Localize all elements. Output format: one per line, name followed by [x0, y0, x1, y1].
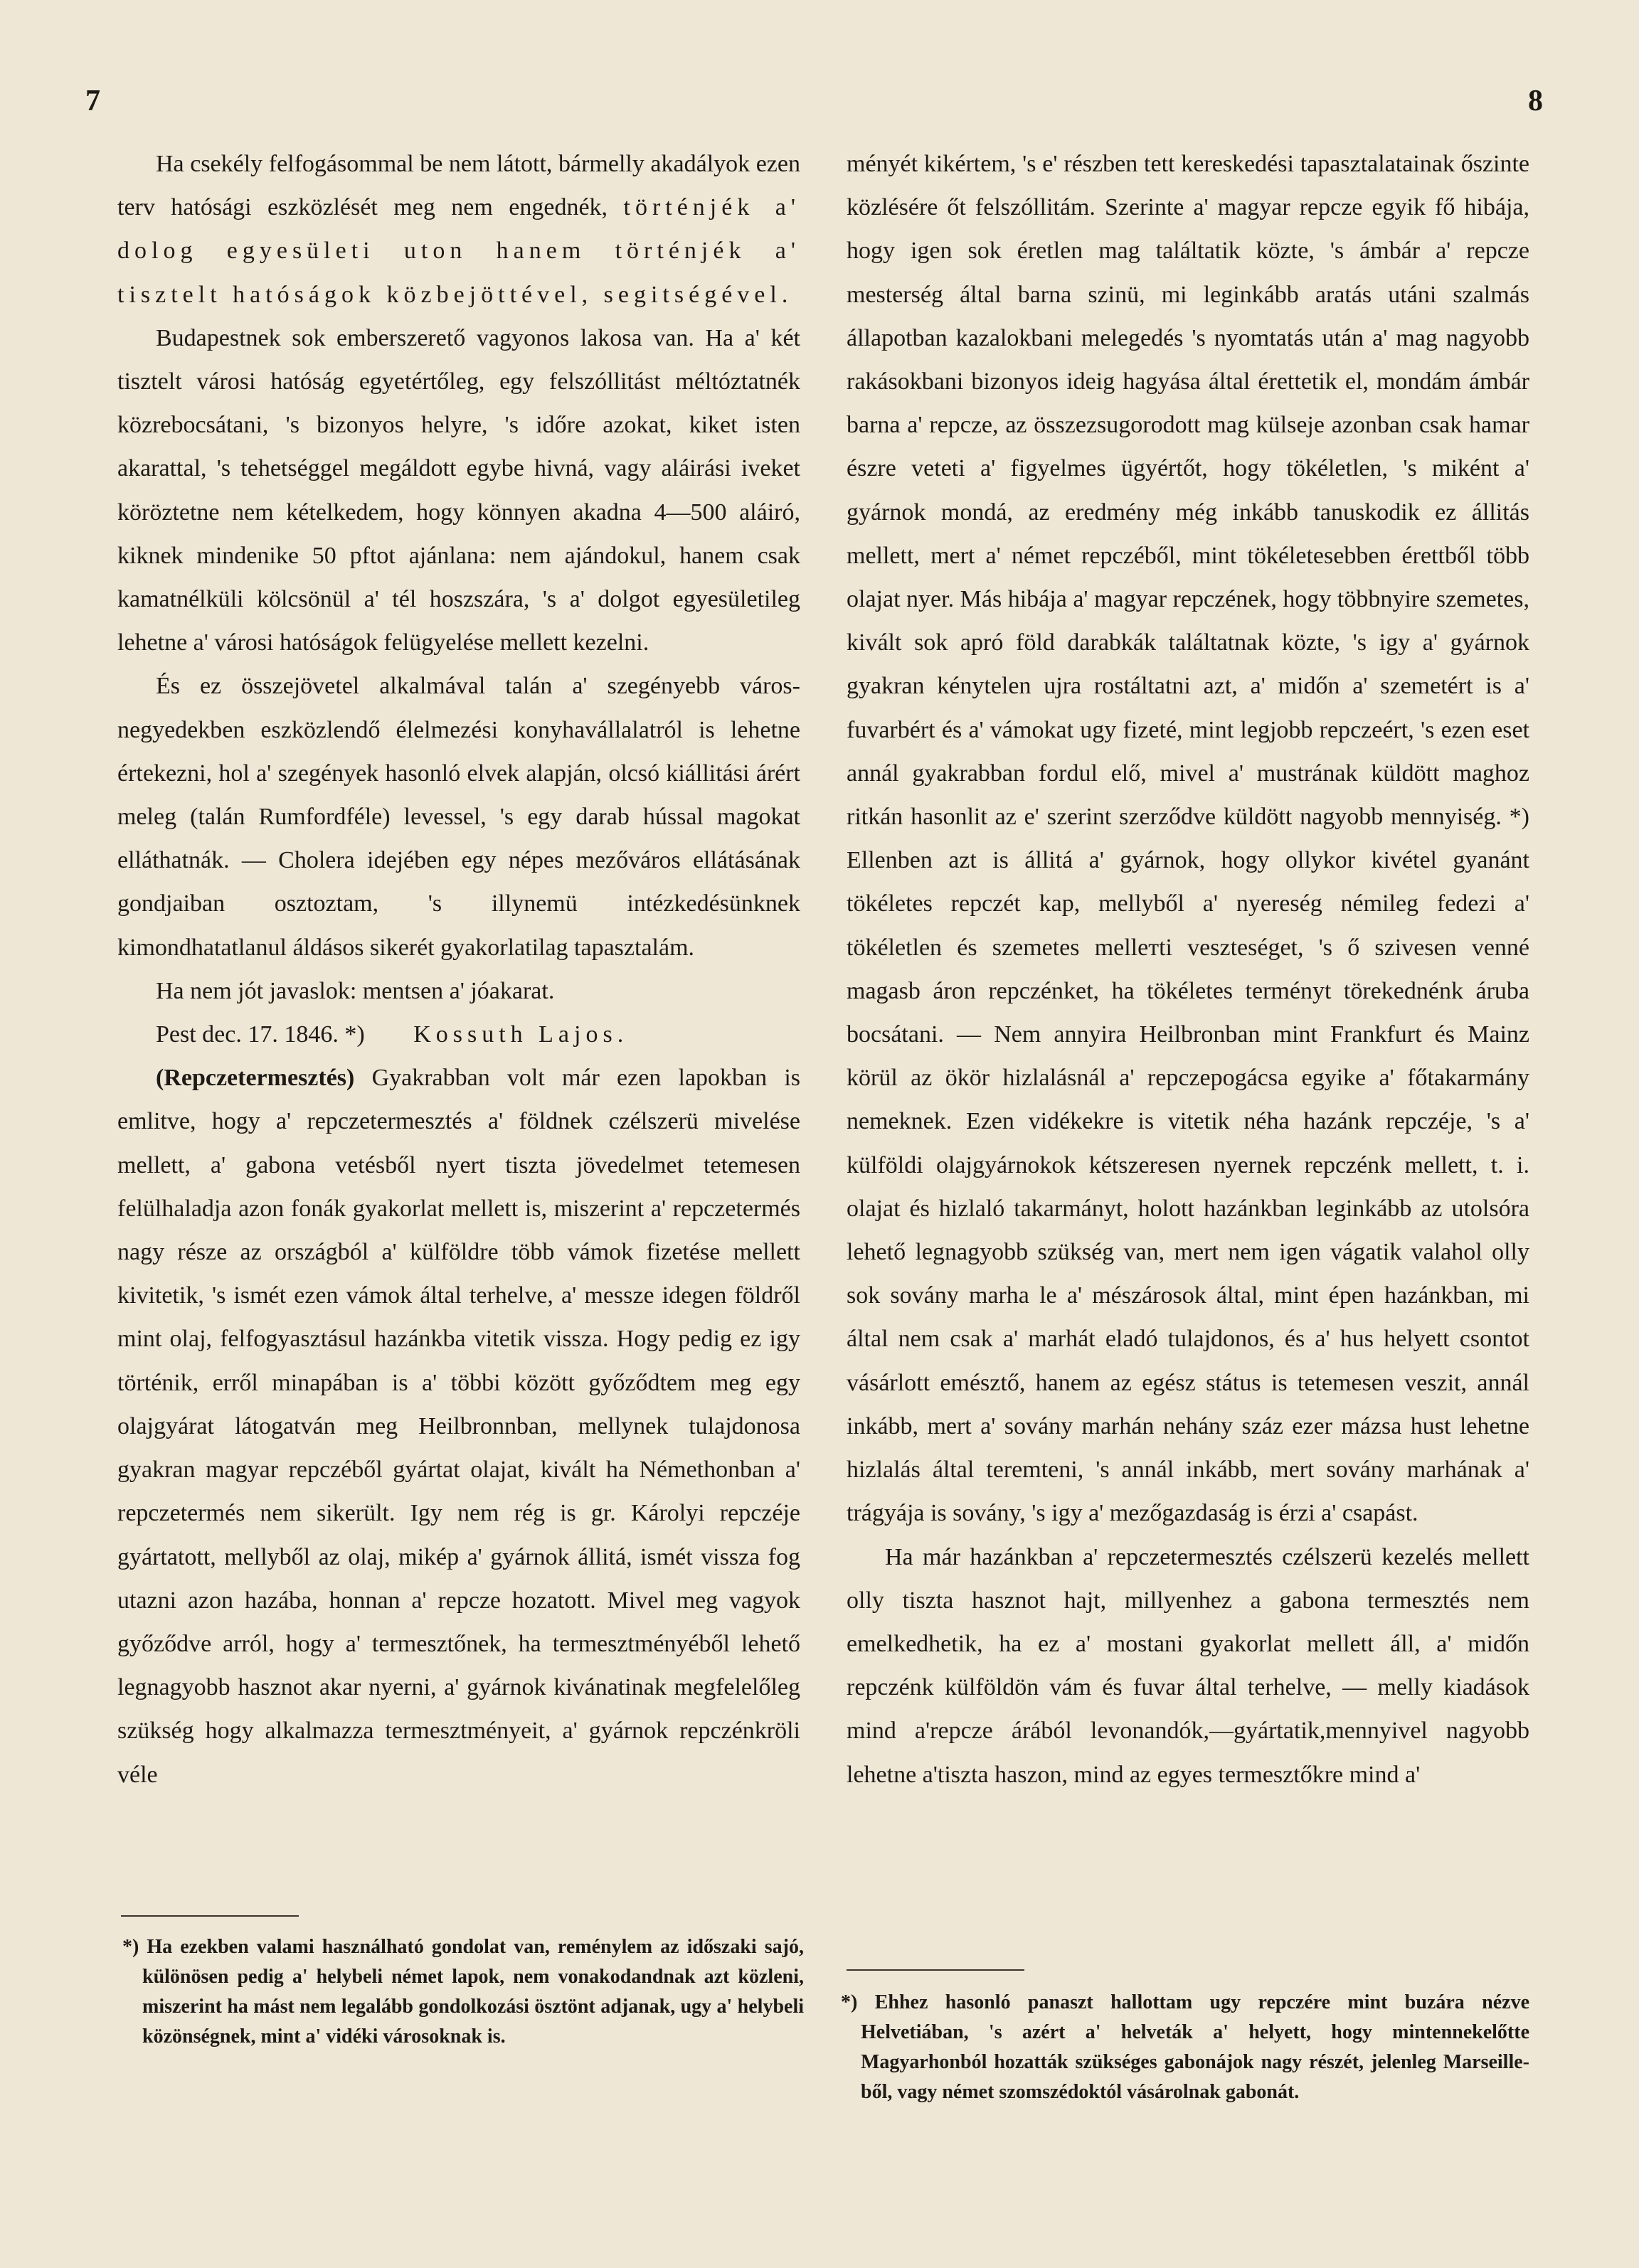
footnote-left — [122, 1932, 805, 2052]
paragraph — [117, 1056, 800, 1796]
footnote-right — [841, 1988, 1530, 2107]
left-column — [117, 142, 800, 1796]
paragraph-text: Ha csekély felfogásommal be nem látott, bármelly akadályok ezen terv hatósági eszközlését meg nem engednék, — [117, 151, 800, 221]
page-number-right: 8 — [1528, 85, 1543, 117]
signature-line — [117, 1013, 800, 1056]
signature: Kossuth Lajos. — [413, 1021, 629, 1048]
paragraph: Ha már hazánkban a' repczetermesztés czélszerü kezelés mellett olly tiszta hasznot hajt, millyenhez a gabona termesztés nem emelkedhetik, ha ez a' mostani gyakorlat mellett áll, a' midőn repczénk külföldön vám és fuvar által terhelve, — melly kiadások mind a'repcze árából levonandók,—gyártatik,mennyivel nagyobb lehetne a'tiszta haszon, mind az egyes termesztőkre mind a' — [847, 1543, 1529, 1788]
article-title: (Repczetermesztés) — [156, 1065, 355, 1092]
footnote-text: Ha ezekben valami használható gondolat van, reménylem az időszaki sajó, különösen pedig a' helybeli német lapok, nem vonakodandnak azt közleni, miszerint ha mást nem legalább gondolkozási ösztönt adjanak, ugy a' helybeli közönségnek, mint a' vidéki városoknak is. — [142, 1936, 805, 2048]
footnote-mark: *) — [841, 1991, 858, 2013]
footnote-text: Ehhez hasonló panaszt hallottam ugy repczére mint buzára nézve Helvetiában, 's azért a' helveták a' helyett, hogy mintennekelőtte Magyarhonból hozatták szükséges gabonájok nagy részét, jelenleg Marseille-ből, vagy német szomszédoktól vásárolnak gabonát. — [861, 1991, 1530, 2103]
right-column — [847, 142, 1529, 1796]
paragraph: ményét kikértem, 's e' részben tett kereskedési tapasztalatainak őszinte közlésére őt felszóllitám. Szerinte a' magyar repcze egyik fő hibája, hogy igen sok éretlen mag találtatik közte, 's ámbár a' repcze mesterség által barna szinü, mi leginkább aratás utáni szalmás állapotban kazalokbani melegedés 's nyomtatás után a' mag nagyobb rakásokbani bizonyos ideig hagyása által érettetik el, mondám ámbár barna a' repcze, az összezsugorodott mag külseje azonban csak hamar észre veteti a' figyelmes ügyértőt, hogy tökéletlen, 's miként a' gyárnok mondá, az eredmény még inkább tanuskodik ez állitás mellett, mert a' német repczéből, mint tökéletesebben érettből több olajat nyer. Más hibája a' magyar repczének, hogy többnyire szemetes, kivált sok apró föld darabkák találtatnak közte, 's igy a' gyárnok gyakran kénytelen ujra rostáltatni azt, a' midőn a' szemetért is a' fuvarbért és a' vámokat ugy fizeté, mint legjobb repczeért, 's ezen eset annál gyakrabban fordul elő, mivel a' mustrának küldött maghoz ritkán hasonlit az e' szerint szerződve küldött nagyobb mennyiség. *) Ellenben azt is állitá a' gyárnok, hogy ollykor kivétel gyanánt tökéletes repczét kap, mellyből a' nyereség némileg fedezi a' tökéletlen és szemetes mellетti veszteséget, 's ő szivesen venné magasb áron repczénket, ha tökéletes terményt törekednénk áruba bocsátani. — Nem annyira Heilbronban mint Frankfurt és Mainz körül az ökör hizlalásnál a' repczepogácsa egyike a' főtakarmány nemeknek. Ezen vidékekre is vitetik néha hazánk repczéje, 's a' külföldi olajgyárnokok kétszeresen nyernek repczénk mellett, t. i. olajat és hizlaló takarmányt, holott hazánkban leginkább az utolsóra lehető legnagyobb szükség van, mert nem igen vágatik valahol olly sok sovány marha le a' mészárosok által, mint épen hazánkban, mi által nem csak a' marhát eladó tulajdonos, és a' hus helyett csontot vásárlott emésztő, hanem az egész státus is tetemesen veszit, annál inkább, mert a' sovány marhán nehány száz ezer mázsa hust lehetne hizlalás által teremteni, 's annál inkább, mert sovány marhának a' trágyája is sovány, 's igy a' mezőgazdaság is érzi a' csapást. — [847, 151, 1529, 1527]
paragraph-text: Gyakrabban volt már ezen lapokban is emlitve, hogy a' repczetermesztés a' földnek czélszerü mivelése mellett, a' gabona vetésből nyert tiszta jövedelmet tetemesen felülhaladja azon fonák gyakorlat mellett is, miszerint a' repczetermés nagy része az országból a' külföldre több vámok fizetése mellett kivitetik, 's ismét ezen vámok által terhelve, a' messze idegen földről mint olaj, felfogyasztásul hazánkba vitetik vissza. Hogy pedig ez igy történik, erről minapában is a' többi között győződtem meg egy olajgyárat látogatván meg Heilbronnban, mellynek tulajdonosa gyakran magyar repczéből gyártat olajat, kivált ha Némethonban a' repczetermés nem sikerült. Igy nem rég is gr. Károlyi repczéje gyártatott, mellyből az olaj, mikép a' gyárnok állitá, ismét vissza fog utazni azon hazába, honnan a' repcze hozatott. Mivel meg vagyok győződve arról, hogy a' termesztőnek, ha termesztményéből lehető legnagyobb hasznot akar nyerni, a' gyárnok kivánatinak megfelelőleg szükség hogy alkalmazza termesztményeit, a' gyárnok repczénkröli véle — [117, 1065, 801, 1788]
paragraph: Ha nem jót javaslok: mentsen a' jóakarat. — [156, 977, 555, 1004]
footnote-divider — [847, 1969, 1024, 1971]
footnote-divider — [121, 1915, 299, 1917]
date-text: Pest dec. 17. 1846. *) — [156, 1021, 365, 1048]
footnote-mark: *) — [122, 1936, 139, 1958]
paragraph: És ez összejövetel alkalmával talán a' szegényebb város-negyedekben eszközlendő élelmezési konyhavállalatról is lehetne értekezni, hol a' szegények hasonló elvek alapján, olcsó kiállitási árért meleg (talán Rumfordféle) levessel, 's egy darab hússal magokat elláthatnák. — Cholera idejében egy népes mezőváros ellátásának gondjaiban osztoztam, 's illynemü intézkedésünknek kimondhatatlanul áldásos sikerét gyakorlatilag tapasztalám. — [117, 673, 800, 961]
page-number-left: 7 — [85, 85, 100, 117]
paragraph: Budapestnek sok emberszerető vagyonos lakosa van. Ha a' két tisztelt városi hatóság egyetértőleg, egy felszóllitást méltóztatnék közrebocsátani, 's bizonyos helyre, 's időre azokat, kiket isten akarattal, 's tehetséggel megáldott egybe hivná, vagy aláirási iveket köröztetne nem kételkedem, hogy könnyen akadna 4—500 aláiró, kiknek mindenike 50 pftot ajánlana: nem ajándokul, hanem csak kamatnélküli kölcsönül a' tél hoszszára, 's a' dolgot egyesületileg lehetne a' városi hatóságok felügyelése mellett kezelni. — [117, 324, 800, 656]
spaced-emphasis-text: történjék a' dolog egyesületi uton hanem történjék a' tisztelt hatóságok közbejöttével, segitségével. — [117, 194, 801, 308]
paragraph — [117, 142, 800, 316]
